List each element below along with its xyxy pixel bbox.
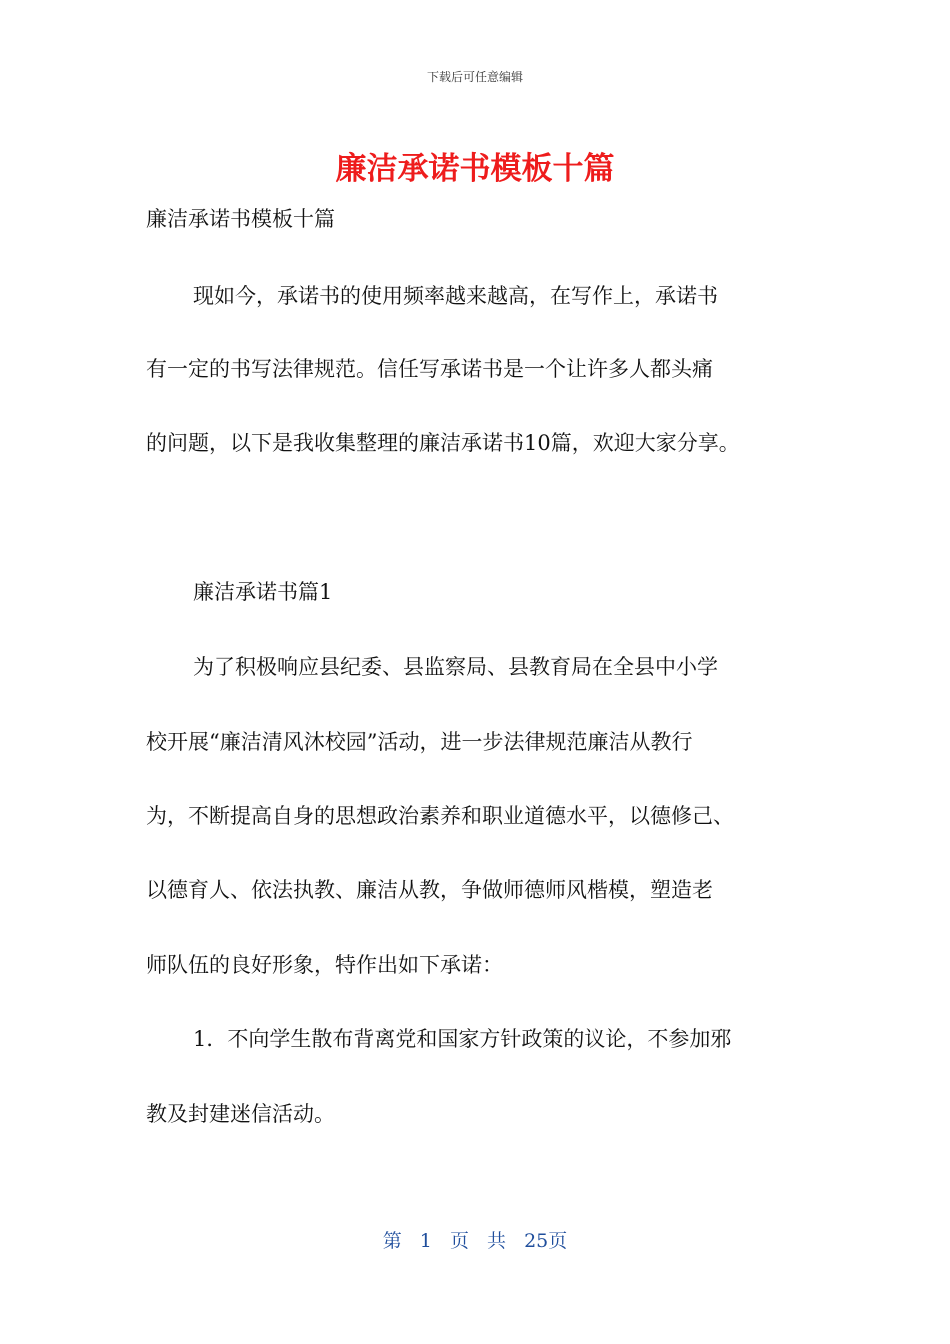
footer-mid: 页: [449, 1230, 469, 1252]
paragraph-line-3: 为，不断提高自身的思想政治素养和职业道德水平，以德修己、: [146, 804, 734, 828]
item-line-1: 1．不向学生散布背离党和国家方针政策的议论，不参加邪: [193, 1027, 732, 1051]
footer-total-pages: 25页: [524, 1230, 568, 1252]
document-title: 廉洁承诺书模板十篇: [335, 151, 615, 187]
paragraph-line-5: 师队伍的良好形象，特作出如下承诺：: [146, 953, 503, 977]
intro-line-2: 有一定的书写法律规范。信任写承诺书是一个让许多人都头痛: [146, 357, 713, 381]
paragraph-line-2: 校开展“廉洁清风沐校园”活动，进一步法律规范廉洁从教行: [146, 730, 693, 754]
footer-total-prefix: 共: [487, 1230, 507, 1252]
intro-line-1: 现如今，承诺书的使用频率越来越高，在写作上，承诺书: [193, 284, 718, 308]
item-line-2: 教及封建迷信活动。: [146, 1102, 335, 1126]
paragraph-line-1: 为了积极响应县纪委、县监察局、县教育局在全县中小学: [193, 655, 718, 679]
paragraph-line-4: 以德育人、依法执教、廉洁从教，争做师德师风楷模，塑造老: [146, 878, 713, 902]
intro-line-3: 的问题，以下是我收集整理的廉洁承诺书10篇，欢迎大家分享。: [146, 431, 740, 455]
page-footer: [0, 1226, 950, 1253]
footer-prefix: 第: [382, 1230, 402, 1252]
footer-page-number: 1: [419, 1230, 432, 1252]
section-heading: 廉洁承诺书篇1: [193, 580, 333, 604]
header-note: 下载后可任意编辑: [426, 70, 523, 84]
subtitle: 廉洁承诺书模板十篇: [146, 207, 335, 231]
